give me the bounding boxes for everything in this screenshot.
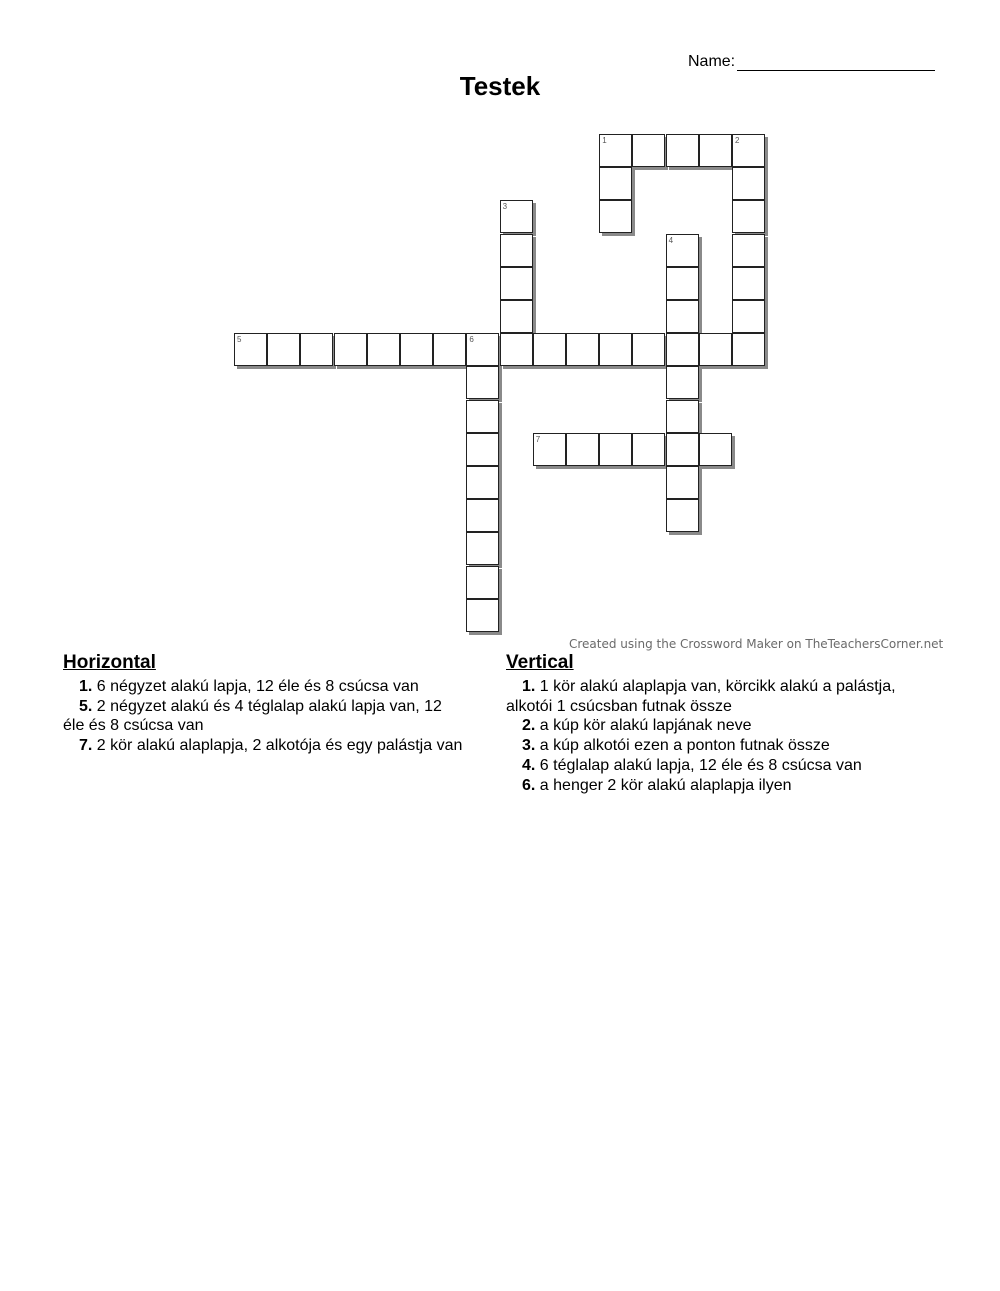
vertical-clue: 4. 6 téglalap alakú lapja, 12 éle és 8 csúcsa van: [522, 756, 862, 774]
crossword-cell[interactable]: [732, 134, 765, 167]
crossword-cell[interactable]: [500, 267, 533, 300]
horizontal-clue-continuation: éle és 8 csúcsa van: [63, 717, 204, 735]
crossword-cell[interactable]: [666, 499, 699, 532]
horizontal-clue: 1. 6 négyzet alakú lapja, 12 éle és 8 csúcsa van: [79, 678, 419, 695]
clue-number: 3: [502, 202, 508, 212]
crossword-cell[interactable]: [732, 267, 765, 300]
crossword-cell[interactable]: [666, 366, 699, 399]
crossword-cell[interactable]: [599, 333, 632, 366]
crossword-cell[interactable]: [267, 333, 300, 366]
vertical-clue-continuation: alkotói 1 csúcsban futnak össze: [506, 697, 732, 715]
crossword-cell[interactable]: [500, 300, 533, 333]
page-title: Testek: [459, 71, 541, 101]
crossword-cell[interactable]: [599, 167, 632, 200]
crossword-cell[interactable]: [466, 532, 499, 565]
name-blank-line[interactable]: [737, 52, 935, 71]
crossword-cell[interactable]: [234, 333, 267, 366]
crossword-cell[interactable]: [666, 267, 699, 300]
clue-number: 5: [237, 335, 242, 345]
clue-number: 2: [735, 136, 740, 145]
crossword-cell[interactable]: [732, 200, 765, 233]
vertical-clue: 6. a henger 2 kör alakú alaplapja ilyen: [522, 776, 792, 794]
crossword-cell[interactable]: [466, 499, 499, 532]
horizontal-clue-list: [63, 677, 503, 756]
crossword-cell[interactable]: [334, 333, 367, 366]
crossword-cell[interactable]: [400, 333, 433, 366]
crossword-cell[interactable]: [599, 433, 632, 466]
crossword-cell[interactable]: [732, 333, 765, 366]
crossword-cell[interactable]: [500, 333, 533, 366]
crossword-cell[interactable]: [666, 234, 699, 267]
horizontal-clue: 5. 2 négyzet alakú és 4 téglalap alakú lapja van, 12: [79, 697, 442, 715]
crossword-cell[interactable]: [699, 333, 732, 366]
crossword-cell[interactable]: [466, 566, 499, 599]
crossword-cell[interactable]: [566, 433, 599, 466]
crossword-cell[interactable]: [666, 300, 699, 333]
vertical-clue: 3. a kúp alkotói ezen a ponton futnak össze: [522, 737, 830, 755]
crossword-cell[interactable]: [666, 466, 699, 499]
crossword-cell[interactable]: [599, 200, 632, 233]
credit-text: Created using the Crossword Maker on TheTeachersCorner.net: [569, 637, 944, 651]
crossword-cell[interactable]: [300, 333, 333, 366]
vertical-clue: 2. a kúp kör alakú lapjának neve: [522, 717, 752, 735]
horizontal-heading: Horizontal: [63, 652, 156, 673]
crossword-cell[interactable]: [599, 134, 632, 167]
vertical-heading: Vertical: [506, 652, 574, 673]
crossword-cell[interactable]: [367, 333, 400, 366]
crossword-cell[interactable]: [433, 333, 466, 366]
crossword-cell[interactable]: [632, 433, 665, 466]
crossword-cell[interactable]: [666, 433, 699, 466]
crossword-cell[interactable]: [732, 300, 765, 333]
name-label: Name:: [688, 53, 736, 70]
crossword-cell[interactable]: [466, 599, 499, 632]
crossword-cell[interactable]: [533, 433, 566, 466]
name-field: [688, 52, 935, 71]
crossword-cell[interactable]: [732, 234, 765, 267]
clue-number: 7: [535, 434, 541, 444]
vertical-clue: 1. 1 kör alakú alaplapja van, körcikk alakú a palástja,: [522, 678, 896, 695]
crossword-cell[interactable]: [466, 333, 499, 366]
crossword-cell[interactable]: [500, 234, 533, 267]
clue-number: 6: [469, 335, 474, 345]
crossword-cell[interactable]: [632, 134, 665, 167]
crossword-cell[interactable]: [466, 433, 499, 466]
crossword-cell[interactable]: [666, 333, 699, 366]
clue-number: 1: [602, 136, 607, 145]
clue-number: 4: [668, 235, 674, 245]
vertical-clue-list: [506, 677, 946, 795]
crossword-cell[interactable]: [466, 366, 499, 399]
crossword-cell[interactable]: [466, 466, 499, 499]
horizontal-clue: 7. 2 kör alakú alaplapja, 2 alkotója és egy palástja van: [79, 737, 463, 755]
crossword-cell[interactable]: [632, 333, 665, 366]
crossword-cell[interactable]: [699, 134, 732, 167]
crossword-cell[interactable]: [566, 333, 599, 366]
crossword-cell[interactable]: [699, 433, 732, 466]
crossword-cell[interactable]: [666, 400, 699, 433]
crossword-cell[interactable]: [500, 200, 533, 233]
crossword-cell[interactable]: [666, 134, 699, 167]
crossword-cell[interactable]: [533, 333, 566, 366]
crossword-cell[interactable]: [466, 400, 499, 433]
crossword-cell[interactable]: [732, 167, 765, 200]
